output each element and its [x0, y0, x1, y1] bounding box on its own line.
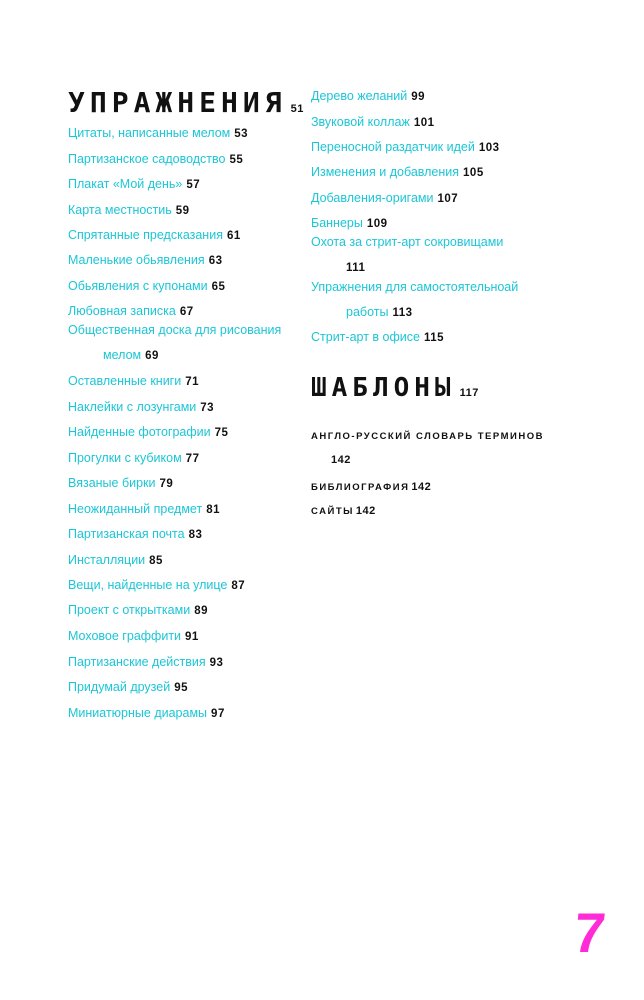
entry-title: Неожиданный предмет — [68, 502, 203, 516]
entry-page: 89 — [194, 605, 208, 617]
entry-page: 91 — [185, 631, 199, 643]
toc-entry[interactable] — [68, 303, 194, 320]
entry-title: Изменения и добавления — [311, 165, 460, 179]
entry-page: 107 — [437, 193, 459, 205]
entry-title: Вязаные бирки — [68, 476, 156, 490]
section-heading-page: 51 — [290, 103, 304, 115]
entry-title: Стрит-арт в офисе — [311, 330, 420, 344]
entry-title: Моховое граффити — [68, 629, 182, 643]
entry-title: Прогулки с кубиком — [68, 451, 182, 465]
entry-page: 61 — [226, 230, 241, 242]
toc-entry[interactable] — [68, 424, 228, 441]
entry-title: Инсталляции — [68, 553, 146, 567]
entry-page: 69 — [145, 350, 159, 362]
section-heading-title: ШАБЛОНЫ — [311, 373, 456, 403]
entry-page: 115 — [423, 332, 444, 344]
entry-title: Любовная записка — [68, 304, 176, 318]
toc-entry[interactable] — [68, 602, 208, 619]
toc-entry-continuation[interactable] — [346, 304, 413, 321]
entry-title: Партизанские действия — [68, 655, 206, 669]
entry-title: Переносной раздатчик идей — [311, 140, 475, 154]
entry-page: 95 — [174, 682, 189, 694]
toc-entry-wrapped[interactable] — [311, 234, 503, 250]
entry-page: 93 — [209, 657, 224, 669]
entry-page: 105 — [463, 167, 484, 179]
toc-entry[interactable] — [311, 164, 484, 181]
toc-entry[interactable] — [68, 552, 163, 569]
entry-title: Упражнения для самостоятельноай — [311, 280, 519, 294]
entry-title: Найденные фотографии — [68, 425, 211, 439]
entry-page: 71 — [185, 376, 200, 388]
toc-entry[interactable] — [68, 475, 173, 492]
entry-title-continued: работы — [346, 305, 389, 319]
toc-entry[interactable] — [68, 278, 225, 295]
entry-title: Вещи, найденные на улице — [68, 578, 228, 592]
toc-entry[interactable] — [68, 450, 199, 467]
toc-entry[interactable] — [68, 628, 199, 645]
toc-entry[interactable] — [68, 679, 188, 696]
toc-entry-wrapped[interactable] — [68, 322, 281, 338]
toc-entry[interactable] — [68, 227, 241, 244]
toc-entry[interactable] — [68, 373, 199, 390]
toc-entry-wrapped[interactable] — [311, 279, 518, 295]
entry-page: 111 — [346, 262, 366, 274]
section-heading-exercises — [68, 86, 304, 126]
entry-title: АНГЛО-РУССКИЙ СЛОВАРЬ ТЕРМИНОВ — [311, 431, 544, 442]
entry-page: 142 — [355, 505, 376, 517]
toc-entry[interactable] — [68, 125, 248, 142]
entry-title: Оставленные книги — [68, 374, 182, 388]
entry-page: 63 — [208, 255, 223, 267]
page-number: 7 — [570, 901, 609, 964]
entry-page: 99 — [411, 91, 426, 103]
entry-page: 81 — [206, 504, 220, 516]
entry-page: 113 — [392, 307, 413, 319]
entry-page: 101 — [413, 117, 435, 129]
entry-title: Спрятанные предсказания — [68, 228, 223, 242]
entry-page: 83 — [188, 529, 203, 541]
toc-entry[interactable] — [68, 705, 225, 722]
entry-page: 55 — [229, 154, 244, 166]
entry-title: Добавления-оригами — [311, 191, 434, 205]
section-heading-page: 117 — [459, 387, 479, 399]
entry-title: Придумай друзей — [68, 680, 171, 694]
toc-entry[interactable] — [68, 526, 202, 543]
entry-title: Миниатюрные диарамы — [68, 706, 208, 720]
entry-page: 57 — [186, 179, 201, 191]
entry-title: Проект с открытками — [68, 603, 191, 617]
entry-title: БИБЛИОГРАФИЯ — [311, 482, 410, 493]
entry-title: Цитаты, написанные мелом — [68, 126, 231, 140]
toc-entry[interactable] — [68, 252, 223, 269]
entry-title: Плакат «Мой день» — [68, 177, 183, 191]
back-matter-entry-continuation[interactable] — [331, 453, 351, 468]
entry-page: 87 — [231, 580, 246, 592]
entry-page: 75 — [214, 427, 229, 439]
toc-entry[interactable] — [68, 501, 220, 518]
entry-page: 77 — [185, 453, 200, 465]
toc-entry[interactable] — [68, 654, 223, 671]
back-matter-entry[interactable] — [311, 504, 376, 519]
toc-entry[interactable] — [311, 88, 425, 105]
toc-entry-continuation[interactable] — [103, 347, 159, 364]
section-heading-templates — [311, 372, 479, 409]
toc-entry-continuation[interactable] — [346, 259, 365, 276]
entry-page: 59 — [175, 205, 190, 217]
entry-title: Партизанское садоводство — [68, 152, 226, 166]
entry-page: 142 — [331, 454, 351, 466]
toc-entry[interactable] — [68, 577, 245, 594]
entry-title-continued: мелом — [103, 348, 142, 362]
entry-page: 103 — [478, 142, 500, 154]
entry-page: 53 — [234, 128, 249, 140]
entry-page: 109 — [366, 218, 388, 230]
back-matter-entry-wrapped[interactable] — [311, 430, 544, 444]
toc-entry[interactable] — [311, 114, 435, 131]
toc-entry[interactable] — [68, 151, 243, 168]
entry-title: Наклейки с лозунгами — [68, 400, 197, 414]
toc-entry[interactable] — [311, 329, 444, 346]
toc-entry[interactable] — [311, 139, 500, 156]
entry-page: 65 — [211, 281, 226, 293]
entry-title: Дерево желаний — [311, 89, 408, 103]
entry-page: 85 — [149, 555, 163, 567]
entry-title: Партизанская почта — [68, 527, 185, 541]
entry-title: Обьявления с купонами — [68, 279, 208, 293]
toc-entry[interactable] — [68, 202, 190, 219]
entry-page: 73 — [200, 402, 215, 414]
toc-entry[interactable] — [68, 399, 214, 416]
entry-title: Охота за стрит-арт сокровищами — [311, 235, 504, 249]
entry-title: САЙТЫ — [311, 506, 354, 517]
toc-entry[interactable] — [311, 190, 458, 207]
entry-title: Маленькие обьявления — [68, 253, 205, 267]
back-matter-entry[interactable] — [311, 480, 431, 495]
entry-page: 97 — [211, 708, 225, 720]
entry-title: Звуковой коллаж — [311, 115, 410, 129]
entry-title: Карта местностиь — [68, 203, 172, 217]
toc-entry[interactable] — [68, 176, 200, 193]
entry-page: 67 — [179, 306, 194, 318]
entry-title: Баннеры — [311, 216, 363, 230]
entry-title: Общественная доска для рисования — [68, 323, 282, 337]
entry-page: 142 — [411, 481, 432, 493]
section-heading-title: УПРАЖНЕНИЯ — [68, 86, 287, 119]
entry-page: 79 — [159, 478, 174, 490]
toc-entry[interactable] — [311, 215, 388, 232]
